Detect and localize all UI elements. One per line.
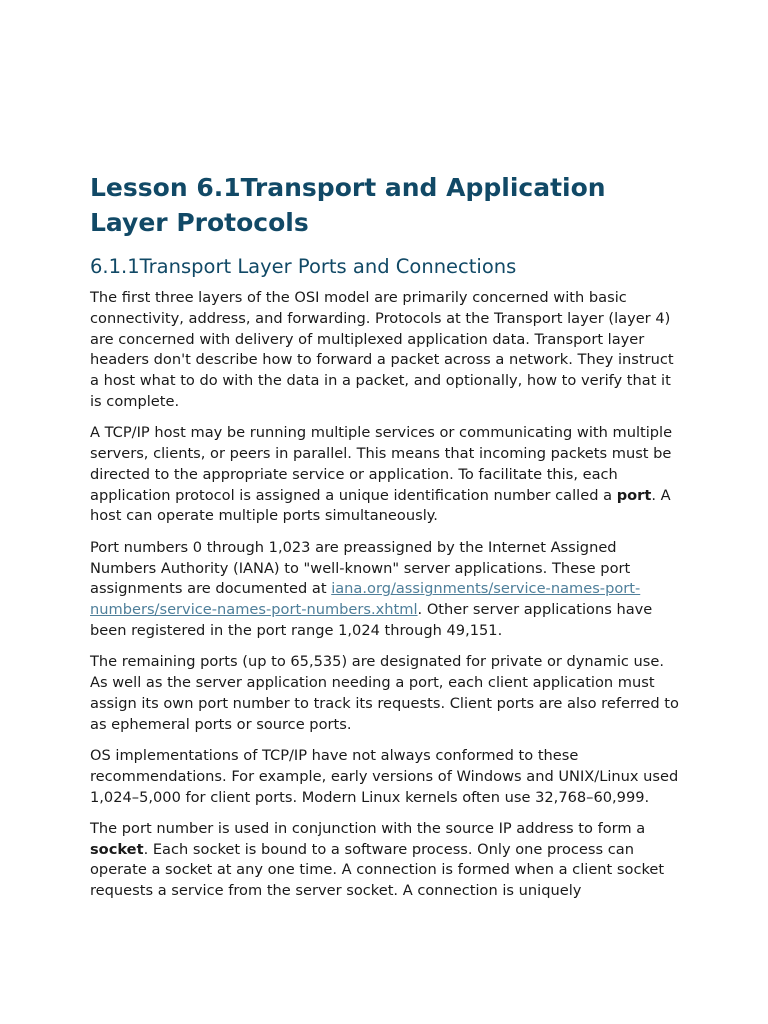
paragraph-text: . Other server applications have been registered in the port range 1,024 through 49,151. bbox=[90, 601, 653, 639]
paragraph-well-known-ports bbox=[90, 538, 680, 642]
term-port: port bbox=[616, 486, 652, 504]
paragraph-ports-intro bbox=[90, 423, 680, 527]
document-page bbox=[90, 170, 680, 902]
iana-link[interactable]: iana.org/assignments/service-names-port-numbers/service-names-port-numbers.xhtml bbox=[90, 580, 641, 619]
paragraph-text: . Each socket is bound to a software process. Only one process can operate a socket at any one time. A connection is formed when a client socket requests a service from the server socket. A connection is uniquely bbox=[90, 840, 665, 900]
section-title: 6.1.1Transport Layer Ports and Connections bbox=[90, 255, 517, 278]
paragraph-dynamic-ports: The remaining ports (up to 65,535) are designated for private or dynamic use. As well as the server application needing a port, each client application must assign its own port number to track its requests. Client ports are also referred to as ephemeral ports or source ports. bbox=[90, 653, 679, 733]
paragraph-os-implementations: OS implementations of TCP/IP have not always conformed to these recommendations. For example, early versions of Windows and UNIX/Linux used 1,024–5,000 for client ports. Modern Linux kernels often use 32,768–60,999. bbox=[90, 746, 679, 806]
term-socket: socket bbox=[90, 840, 144, 858]
paragraph-text: A TCP/IP host may be running multiple services or communicating with multiple servers, clients, or peers in parallel. This means that incoming packets must be directed to the appropriate service or application. To facilitate this, each application protocol is assigned a unique identification number called a bbox=[90, 424, 673, 504]
paragraph-text: Port numbers 0 through 1,023 are preassigned by the Internet Assigned Numbers Authority (IANA) to "well-known" server applications. These port assignments are documented at bbox=[90, 538, 631, 598]
paragraph-text: The port number is used in conjunction with the source IP address to form a bbox=[90, 819, 646, 837]
lesson-title: Lesson 6.1Transport and Application Layer Protocols bbox=[90, 173, 606, 237]
paragraph-osi-layers: The first three layers of the OSI model are primarily concerned with basic connectivity, address, and forwarding. Protocols at the Transport layer (layer 4) are concerned with delivery of multiplexed application data. Transport layer headers don't describe how to forward a packet across a network. They instruct a host what to do with the data in a packet, and optionally, how to verify that it is complete. bbox=[90, 289, 674, 410]
paragraph-text: . A host can operate multiple ports simultaneously. bbox=[90, 486, 671, 525]
paragraph-socket bbox=[90, 819, 680, 902]
